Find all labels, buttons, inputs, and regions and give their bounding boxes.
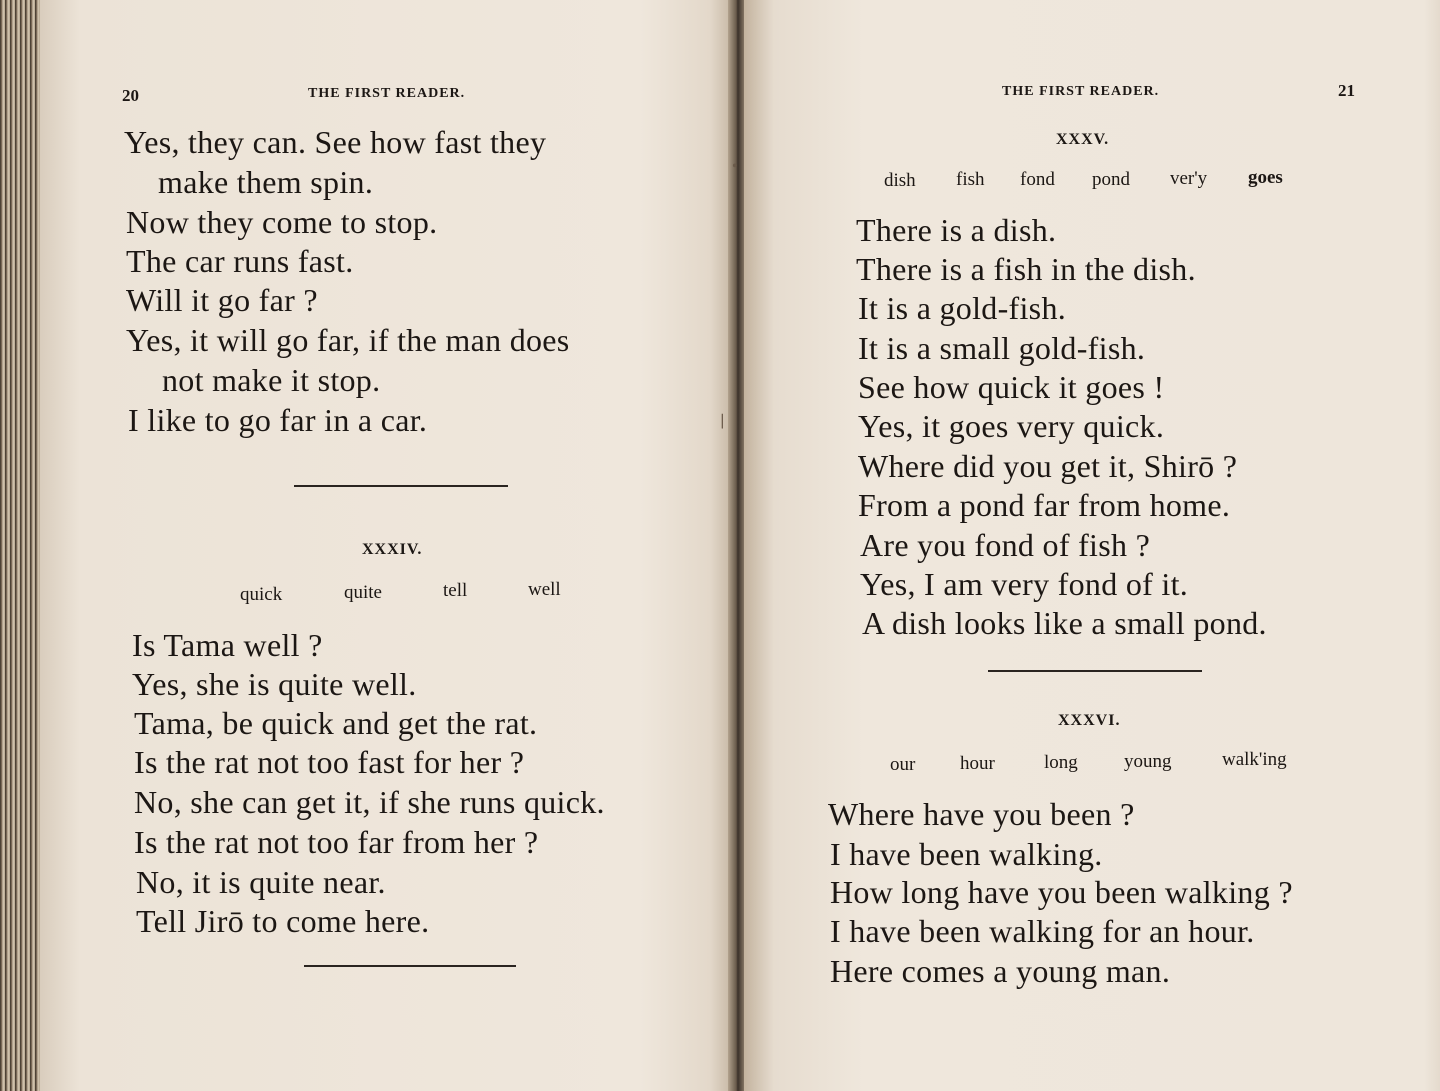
vocab-word: fond	[1020, 169, 1055, 190]
right-line: Yes, it goes very quick.	[858, 408, 1165, 444]
lesson-title: XXXIV.	[362, 541, 423, 558]
vocab-word: walk'ing	[1222, 749, 1287, 770]
left-line: Yes, it will go far, if the man does	[126, 322, 570, 358]
vocab-word: long	[1044, 752, 1078, 773]
vocab-word: goes	[1248, 167, 1283, 188]
section-divider	[294, 485, 508, 487]
right-line: I have been walking for an hour.	[830, 913, 1255, 949]
left-line: Yes, they can. See how fast they	[124, 124, 547, 160]
right-line: Are you fond of fish ?	[860, 527, 1151, 563]
print-mark: ∣	[720, 414, 725, 431]
section-divider	[304, 965, 516, 967]
right-running-head: THE FIRST READER.	[1002, 84, 1160, 99]
right-line: See how quick it goes !	[858, 369, 1165, 405]
right-line: How long have you been walking ?	[830, 874, 1293, 910]
left-line: Will it go far ?	[126, 282, 318, 318]
right-line: Yes, I am very fond of it.	[860, 566, 1189, 602]
vocab-word: quite	[344, 582, 382, 603]
section-divider	[988, 670, 1202, 672]
lesson-title: XXXV.	[1056, 131, 1110, 148]
print-mark: •	[732, 158, 738, 175]
vocab-word: ver'y	[1170, 168, 1208, 189]
right-line: Where have you been ?	[828, 796, 1135, 832]
vocab-word: fish	[956, 169, 985, 190]
left-line: Tama, be quick and get the rat.	[134, 705, 538, 741]
right-line: There is a fish in the dish.	[856, 251, 1196, 287]
left-page-number: 20	[122, 86, 139, 105]
vocab-word: pond	[1092, 169, 1130, 190]
right-page-number: 21	[1338, 81, 1355, 100]
left-line: No, she can get it, if she runs quick.	[134, 784, 605, 820]
left-line: I like to go far in a car.	[128, 402, 428, 438]
right-line: I have been walking.	[830, 836, 1103, 872]
right-line: From a pond far from home.	[858, 487, 1231, 523]
vocab-word: well	[528, 579, 561, 600]
vocab-word: young	[1124, 751, 1172, 772]
vocab-word: tell	[443, 580, 468, 601]
left-running-head: THE FIRST READER.	[308, 86, 466, 101]
left-line: Now they come to stop.	[126, 204, 438, 240]
vocab-word: quick	[240, 584, 283, 605]
left-line: Is the rat not too far from her ?	[134, 824, 539, 860]
vocab-word: dish	[884, 170, 916, 191]
left-line: Is the rat not too fast for her ?	[134, 744, 525, 780]
left-line: make them spin.	[158, 164, 374, 200]
left-line: Tell Jirō to come here.	[136, 903, 430, 939]
right-line: Where did you get it, Shirō ?	[858, 448, 1238, 484]
left-line: not make it stop.	[162, 362, 381, 398]
left-line: Yes, she is quite well.	[132, 666, 417, 702]
lesson-title: XXXVI.	[1058, 712, 1121, 729]
right-line: A dish looks like a small pond.	[862, 605, 1267, 641]
right-line: There is a dish.	[856, 212, 1057, 248]
left-line: Is Tama well ?	[132, 627, 323, 663]
left-line: The car runs fast.	[126, 243, 354, 279]
right-line: It is a gold-fish.	[858, 290, 1067, 326]
right-line: Here comes a young man.	[830, 953, 1171, 989]
vocab-word: our	[890, 754, 916, 775]
left-line: No, it is quite near.	[136, 864, 386, 900]
vocab-word: hour	[960, 753, 995, 774]
right-line: It is a small gold-fish.	[858, 330, 1146, 366]
